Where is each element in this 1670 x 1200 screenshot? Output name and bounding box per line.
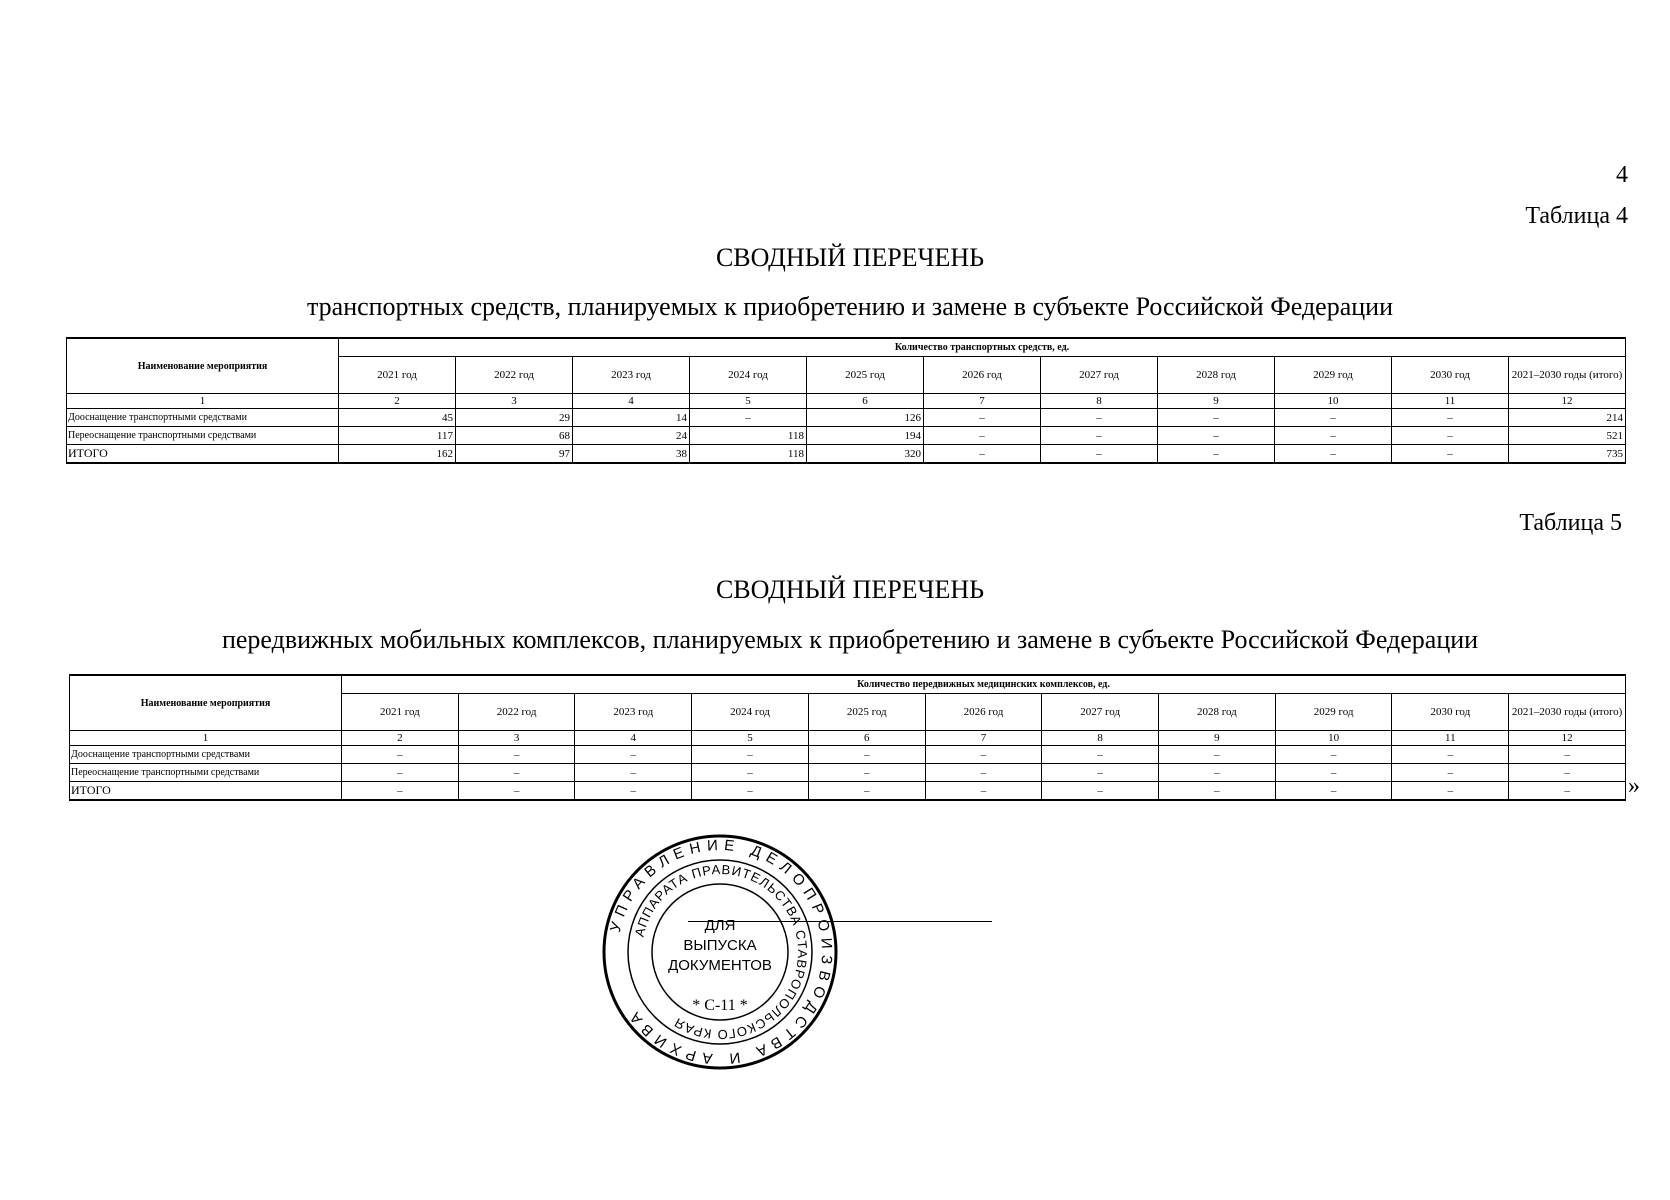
table-cell: – [1041,427,1158,445]
table-4-subtitle: транспортных средств, планируемых к приобретению и замене в субъекте Российской Федерации [306,292,1394,321]
table-cell: – [925,764,1042,782]
table-cell: – [808,782,925,801]
table-cell: – [1158,445,1275,464]
table-cell: – [342,746,459,764]
table-cell: – [808,764,925,782]
table-cell: 521 [1509,427,1626,445]
table-cell: – [575,782,692,801]
table-cell: – [925,746,1042,764]
year-column-header: 2021 год [339,357,456,394]
table-5-title: СВОДНЫЙ ПЕРЕЧЕНЬ [715,575,985,604]
table-cell: – [1392,445,1509,464]
column-number: 3 [458,731,575,746]
column-number: 11 [1392,731,1509,746]
year-column-header: 2021 год [342,694,459,731]
year-column-header: 2028 год [1158,357,1275,394]
column-number: 9 [1158,394,1275,409]
column-number: 12 [1509,394,1626,409]
table-cell: 68 [456,427,573,445]
table-row [67,445,1626,464]
table-cell: – [924,445,1041,464]
table-cell: – [1158,409,1275,427]
table-cell: 162 [339,445,456,464]
table-cell: 97 [456,445,573,464]
column-number-row [70,731,1626,746]
table-cell: 24 [573,427,690,445]
table-cell: 320 [807,445,924,464]
table-cell: 38 [573,445,690,464]
column-number: 6 [808,731,925,746]
table-cell: – [690,409,807,427]
row-name: Переоснащение транспортными средствами [70,764,342,782]
table-cell: – [1392,409,1509,427]
column-number: 4 [573,394,690,409]
column-number: 10 [1275,731,1392,746]
year-column-header: 2027 год [1041,357,1158,394]
year-column-header: 2025 год [807,357,924,394]
table-5-subtitle: передвижных мобильных комплексов, планируемых к приобретению и замене в субъекте Российской Федерации [221,625,1479,654]
table-cell: – [1159,782,1276,801]
name-column-header: Наименование мероприятия [70,675,342,731]
seal-middle-text: АППАРАТА ПРАВИТЕЛЬСТВА СТАВРОПОЛЬСКОГО КРАЯ [631,861,811,1043]
table-cell: – [575,746,692,764]
table-cell: 118 [690,445,807,464]
seal-center-line-1: ДЛЯ [704,917,736,934]
column-number: 8 [1042,731,1159,746]
column-number: 7 [924,394,1041,409]
seal-center-line-3: ДОКУМЕНТОВ [668,957,772,974]
table-row [70,782,1626,801]
table-row [70,764,1626,782]
column-number: 5 [690,394,807,409]
table-cell: 126 [807,409,924,427]
column-number: 1 [67,394,339,409]
table-4-label: Таблица 4 [1525,203,1628,229]
table-cell: – [1041,409,1158,427]
column-number: 9 [1159,731,1276,746]
year-column-header: 2022 год [456,357,573,394]
table-row [67,427,1626,445]
year-column-header: 2024 год [690,357,807,394]
year-column-header: 2027 год [1042,694,1159,731]
column-number: 4 [575,731,692,746]
column-number: 2 [342,731,459,746]
table-cell: 45 [339,409,456,427]
table-cell: – [692,782,809,801]
table-cell: – [1509,782,1626,801]
table-row [67,409,1626,427]
year-column-header: 2030 год [1392,694,1509,731]
table-cell: 117 [339,427,456,445]
table-cell: – [1159,764,1276,782]
row-name: ИТОГО [67,445,339,464]
seal-stamp [600,832,840,1072]
table-cell: – [1275,409,1392,427]
table-cell: – [1275,782,1392,801]
year-column-header: 2026 год [924,357,1041,394]
row-name: Дооснащение транспортными средствами [67,409,339,427]
table-5-label: Таблица 5 [1519,510,1622,536]
year-column-header: 2021–2030 годы (итого) [1509,357,1626,394]
column-number: 3 [456,394,573,409]
table-cell: – [458,746,575,764]
row-name: Переоснащение транспортными средствами [67,427,339,445]
table-4 [66,337,1626,464]
year-column-header: 2026 год [925,694,1042,731]
table-cell: – [1392,427,1509,445]
table-cell: – [1042,746,1159,764]
table-cell: 118 [690,427,807,445]
table-cell: – [692,764,809,782]
column-number-row [67,394,1626,409]
seal-center-line-2: ВЫПУСКА [683,937,757,954]
column-number: 10 [1275,394,1392,409]
column-number: 2 [339,394,456,409]
column-number: 11 [1392,394,1509,409]
year-column-header: 2029 год [1275,357,1392,394]
column-number: 8 [1041,394,1158,409]
table-cell: 214 [1509,409,1626,427]
year-column-header: 2023 год [573,357,690,394]
group-column-header: Количество транспортных средств, ед. [339,338,1626,357]
year-column-header: 2021–2030 годы (итого) [1509,694,1626,731]
table-row [70,746,1626,764]
table-cell: – [1041,445,1158,464]
table-cell: – [1042,782,1159,801]
year-column-header: 2024 год [692,694,809,731]
group-column-header: Количество передвижных медицинских комплексов, ед. [342,675,1626,694]
table-cell: 29 [456,409,573,427]
closing-quote: » [1628,773,1640,799]
name-column-header: Наименование мероприятия [67,338,339,394]
year-column-header: 2030 год [1392,357,1509,394]
seal-code: * С-11 * [692,997,748,1014]
table-cell: – [692,746,809,764]
table-cell: – [575,764,692,782]
table-cell: 194 [807,427,924,445]
table-cell: – [1275,746,1392,764]
page-number: 4 [1616,162,1628,188]
table-cell: – [808,746,925,764]
table-cell: – [1275,427,1392,445]
table-cell: – [458,764,575,782]
table-cell: – [1275,445,1392,464]
table-5 [69,674,1626,801]
table-cell: – [1392,746,1509,764]
table-cell: – [924,427,1041,445]
year-column-header: 2025 год [808,694,925,731]
column-number: 5 [692,731,809,746]
table-cell: – [1159,746,1276,764]
column-number: 7 [925,731,1042,746]
seal-outer-text: УПРАВЛЕНИЕ ДЕЛОПРОИЗВОДСТВА И АРХИВА [606,836,836,1068]
table-cell: – [1509,764,1626,782]
table-cell: – [342,782,459,801]
table-cell: – [1275,764,1392,782]
table-cell: 14 [573,409,690,427]
table-cell: – [924,409,1041,427]
table-cell: – [1392,764,1509,782]
table-cell: – [458,782,575,801]
column-number: 12 [1509,731,1626,746]
column-number: 6 [807,394,924,409]
table-cell: – [1509,746,1626,764]
year-column-header: 2023 год [575,694,692,731]
table-4-title: СВОДНЫЙ ПЕРЕЧЕНЬ [715,243,985,272]
year-column-header: 2022 год [458,694,575,731]
table-cell: – [1042,764,1159,782]
row-name: ИТОГО [70,782,342,801]
year-column-header: 2029 год [1275,694,1392,731]
row-name: Дооснащение транспортными средствами [70,746,342,764]
table-cell: – [925,782,1042,801]
table-cell: – [1158,427,1275,445]
table-cell: – [342,764,459,782]
column-number: 1 [70,731,342,746]
table-cell: 735 [1509,445,1626,464]
year-column-header: 2028 год [1159,694,1276,731]
table-cell: – [1392,782,1509,801]
